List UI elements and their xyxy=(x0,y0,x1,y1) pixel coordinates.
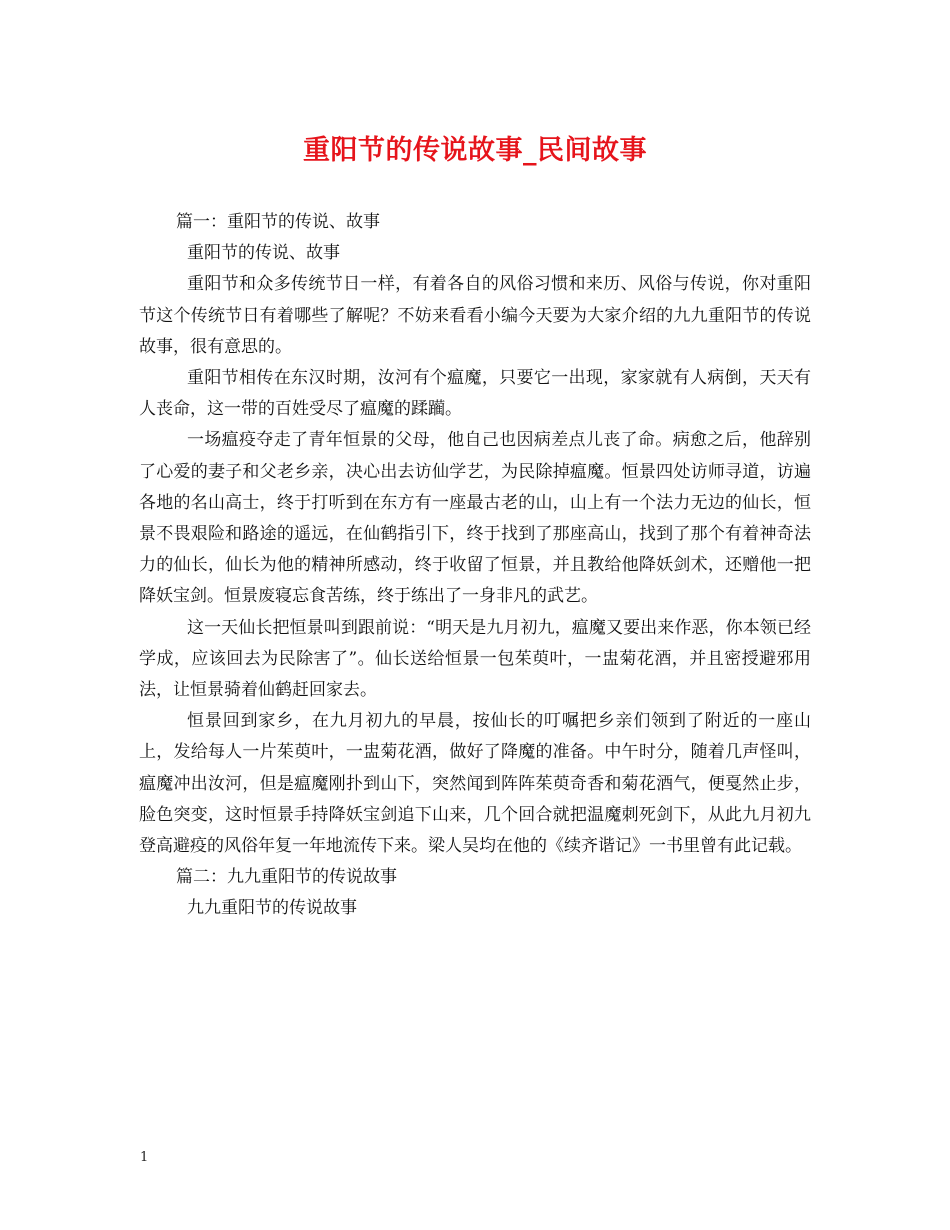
page-number: 1 xyxy=(140,1150,149,1165)
section-heading: 篇二：九九重阳节的传说故事 xyxy=(176,867,397,888)
section-subheading: 九九重阳节的传说故事 xyxy=(187,898,357,919)
body-paragraph: 重阳节和众多传统节日一样，有着各自的风俗习惯和来历、风俗与传说，你对重阳节这个传统节日有着哪些了解呢？不妨来看看小编今天要为大家介绍的九九重阳节的传说故事，很有意思的。 xyxy=(139,274,811,357)
body-paragraph: 重阳节相传在东汉时期，汝河有个瘟魔，只要它一出现，家家就有人病倒，天天有人丧命，这一带的百姓受尽了瘟魔的蹂躏。 xyxy=(139,368,811,420)
section-subheading: 重阳节的传说、故事 xyxy=(187,243,340,264)
body-paragraph: 恒景回到家乡，在九月初九的早晨，按仙长的叮嘱把乡亲们领到了附近的一座山上，发给每人一片茱萸叶，一盅菊花酒，做好了降魔的准备。中午时分，随着几声怪叫，瘟魔冲出汝河，但是瘟魔刚扑到山下，突然闻到阵阵茱萸奇香和菊花酒气，便戛然止步，脸色突变，这时恒景手持降妖宝剑追下山来，几个回合就把温魔刺死剑下，从此九月初九登高避疫的风俗年复一年地流传下来。梁人吴均在他的《续齐谐记》一书里曾有此记载。 xyxy=(139,711,811,857)
body-paragraph: 这一天仙长把恒景叫到跟前说：“明天是九月初九，瘟魔又要出来作恶，你本领已经学成，应该回去为民除害了”。仙长送给恒景一包茱萸叶，一盅菊花酒，并且密授避邪用法，让恒景骑着仙鹤赶回家去。 xyxy=(139,617,811,701)
document-title: 重阳节的传说故事_民间故事 xyxy=(303,135,647,166)
document-body xyxy=(139,207,811,925)
section-heading: 篇一：重阳节的传说、故事 xyxy=(176,212,380,232)
body-paragraph: 一场瘟疫夺走了青年恒景的父母，他自己也因病差点儿丧了命。病愈之后，他辞别了心爱的妻子和父老乡亲，决心出去访仙学艺，为民除掉瘟魔。恒景四处访师寻道，访遍各地的名山高士，终于打听到在东方有一座最古老的山，山上有一个法力无边的仙长，恒景不畏艰险和路途的遥远，在仙鹤指引下，终于找到了那座高山，找到了那个有着神奇法力的仙长，仙长为他的精神所感动，终于收留了恒景，并且教给他降妖剑术，还赠他一把降妖宝剑。恒景废寝忘食苦练，终于练出了一身非凡的武艺。 xyxy=(139,430,811,607)
